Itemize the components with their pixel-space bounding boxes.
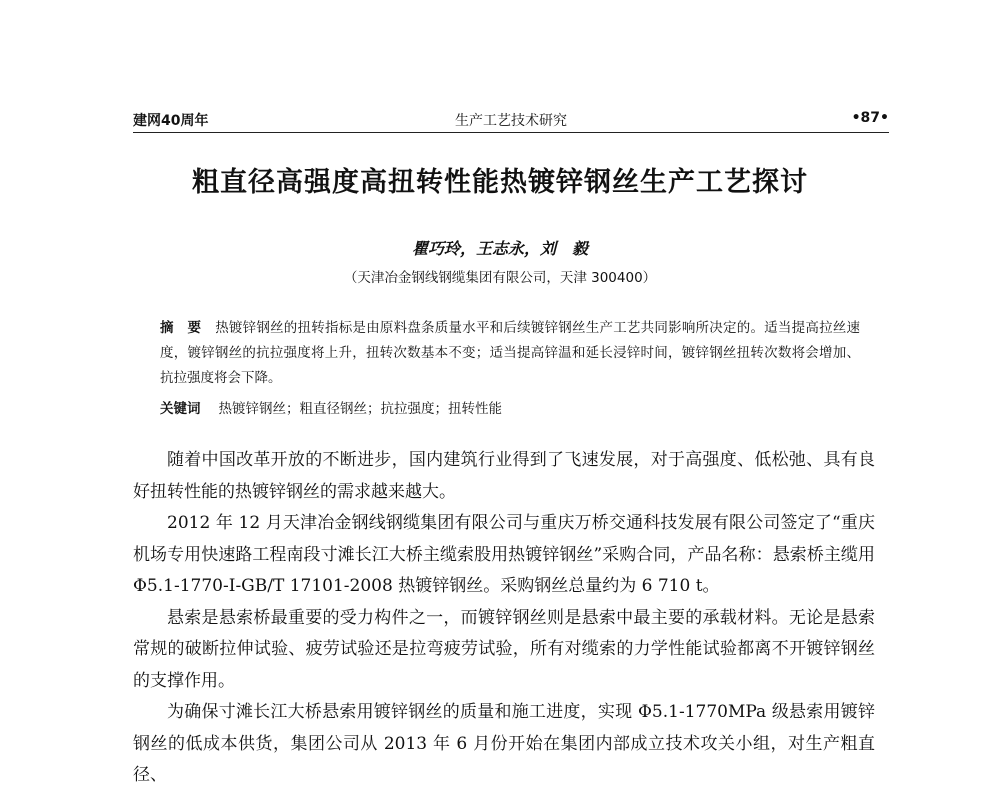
keywords	[160, 397, 860, 417]
paragraph: 为确保寸滩长江大桥悬索用镀锌钢丝的质量和施工进度，实现 Φ5.1-1770MPa 级悬索用镀锌钢丝的低成本供货，集团公司从 2013 年 6 月份开始在集团内部成立技术攻关小组，对生产粗直径、	[133, 702, 875, 785]
keywords-label: 关键词	[160, 401, 201, 417]
affiliation: （天津冶金钢线钢缆集团有限公司，天津 300400）	[343, 270, 657, 286]
authors: 瞿巧玲，王志永，刘 毅	[411, 239, 588, 258]
keywords-text: 热镀锌钢丝；粗直径钢丝；抗拉强度；扭转性能	[218, 401, 502, 417]
abstract-label: 摘 要	[160, 320, 202, 336]
running-header	[133, 108, 889, 133]
paragraph: 随着中国改革开放的不断进步，国内建筑行业得到了飞速发展，对于高强度、低松弛、具有良好扭转性能的热镀锌钢丝的需求越来越大。	[133, 450, 875, 502]
header-journal: 建网40周年	[133, 113, 209, 129]
paragraph: 悬索是悬索桥最重要的受力构件之一，而镀锌钢丝则是悬索中最主要的承载材料。无论是悬索常规的破断拉伸试验、疲劳试验还是拉弯疲劳试验，所有对缆索的力学性能试验都离不开镀锌钢丝的支撑作用。	[133, 607, 875, 691]
header-section: 生产工艺技术研究	[455, 113, 567, 129]
abstract-text: 热镀锌钢丝的扭转指标是由原料盘条质量水平和后续镀锌钢丝生产工艺共同影响所决定的。适当提高拉丝速度，镀锌钢丝的抗拉强度将上升，扭转次数基本不变；适当提高锌温和延长浸锌时间，镀锌钢丝扭转次数将会增加、抗拉强度将会下降。	[160, 320, 861, 386]
paper-title: 粗直径高强度高扭转性能热镀锌钢丝生产工艺探讨	[192, 167, 808, 198]
page-number: •87•	[851, 110, 889, 126]
abstract	[160, 316, 860, 391]
paragraph: 2012 年 12 月天津冶金钢线钢缆集团有限公司与重庆万桥交通科技发展有限公司签定了“重庆机场专用快速路工程南段寸滩长江大桥主缆索股用热镀锌钢丝”采购合同，产品名称：悬索桥主缆用 Φ5.1-1770-I-GB/T 17101-2008 热镀锌钢丝。采购钢丝总量约为 6 710 t。	[133, 513, 875, 596]
body-text	[133, 445, 875, 792]
